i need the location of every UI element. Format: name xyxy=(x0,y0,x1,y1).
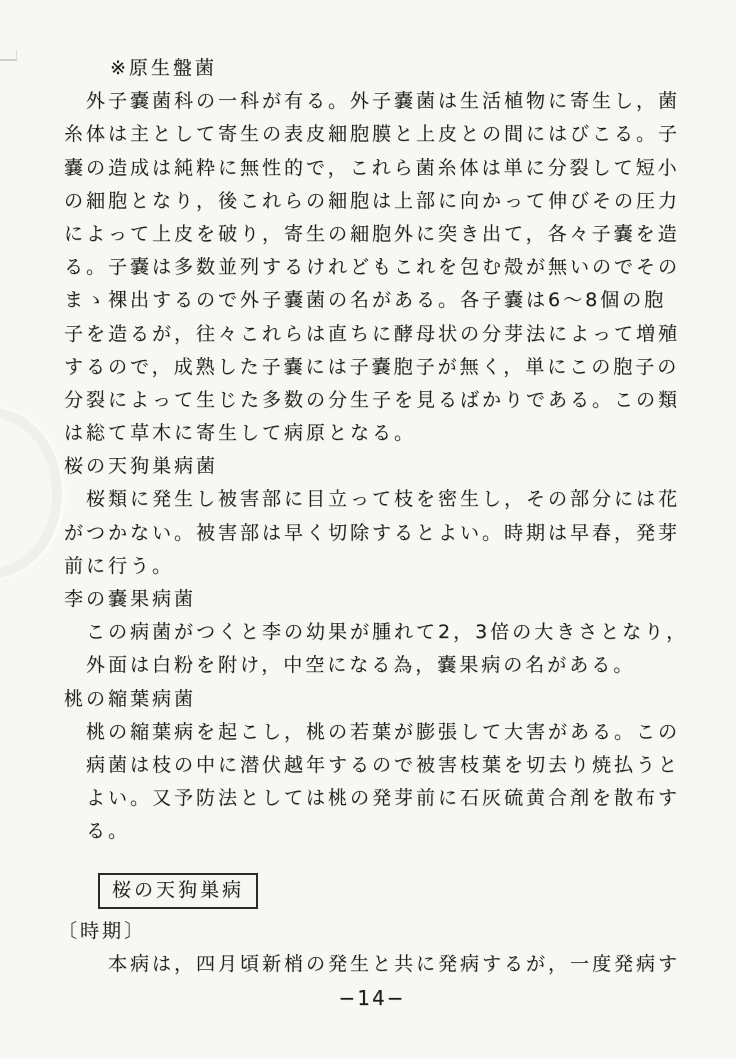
intro-paragraph xyxy=(64,85,680,450)
section-paragraph xyxy=(64,616,689,682)
text-line: 糸体は主として寄生の表皮細胞膜と上皮との間にはびこる。子 xyxy=(64,123,681,146)
section-paragraph xyxy=(64,716,680,849)
text-line: は総て草木に寄生して病原となる。 xyxy=(64,422,417,445)
text-line: る。子嚢は多数並列するけれどもこれを包む殻が無いのでその xyxy=(64,256,681,279)
boxed-heading-row xyxy=(64,873,680,915)
section-heading: 桃の縮葉病菌 xyxy=(64,687,197,710)
section-heading: 桜の天狗巣病菌 xyxy=(64,455,219,478)
section-heading: 李の嚢果病菌 xyxy=(64,588,197,610)
section-paragraph xyxy=(64,483,680,583)
text-line: がつかない。被害部は早く切除するとよい。時期は早春，発芽 xyxy=(64,521,681,544)
subsection-label: 〔時期〕 xyxy=(58,919,147,942)
text-line: によって上皮を破り，寄生の細胞外に突き出て，各々子嚢を造 xyxy=(64,222,680,245)
text-line: 嚢の造成は純粋に無性的で，これら菌糸体は単に分裂して短小 xyxy=(64,156,680,179)
disease-section-momo xyxy=(64,683,680,849)
subsection-paragraph xyxy=(64,948,680,981)
disease-section-sakura xyxy=(64,450,680,583)
text-line: 前に行う。 xyxy=(64,554,175,577)
text-line: の細胞となり，後これらの細胞は上部に向かって伸びその圧力 xyxy=(64,189,681,212)
text-line: よい。又予防法としては桃の発芽前に石灰硫黄合剤を散布す xyxy=(64,787,681,810)
text-line: 外面は白粉を附け，中空になる為，嚢果病の名がある。 xyxy=(64,654,636,677)
text-line: 桃の縮葉病を起こし，桃の若葉が膨張して大害がある。この xyxy=(64,720,681,743)
text-line: る。 xyxy=(64,820,131,843)
text-line: まゝ裸出するので外子嚢菌の名がある。各子嚢は6～8個の胞 xyxy=(64,289,667,312)
boxed-heading: 桜の天狗巣病 xyxy=(98,873,258,909)
section-kicker: ※原生盤菌 xyxy=(110,57,217,79)
text-line: 分裂によって生じた多数の分生子を見るばかりである。この類 xyxy=(64,388,681,411)
text-line: するので，成熟した子嚢には子嚢胞子が無く，単にこの胞子の xyxy=(64,355,680,378)
page-number: −14− xyxy=(338,985,406,1010)
text-line: この病菌がつくと李の幼果が腫れて2，3倍の大きさとなり， xyxy=(64,621,689,644)
text-line: 本病は，四月頃新梢の発生と共に発病するが，一度発病す xyxy=(64,952,681,975)
text-line: 桜類に発生し被害部に目立って枝を密生し，その部分には花 xyxy=(64,488,681,511)
text-line: 子を造るが，往々これらは直ちに酵母状の分芽法によって増殖 xyxy=(64,322,681,345)
disease-section-sumomo xyxy=(64,583,689,683)
text-line: 外子嚢菌科の一科が有る。外子嚢菌は生活植物に寄生し，菌 xyxy=(64,90,681,113)
text-line: 病菌は枝の中に潜伏越年するので被害枝葉を切去り焼払うと xyxy=(64,753,681,776)
